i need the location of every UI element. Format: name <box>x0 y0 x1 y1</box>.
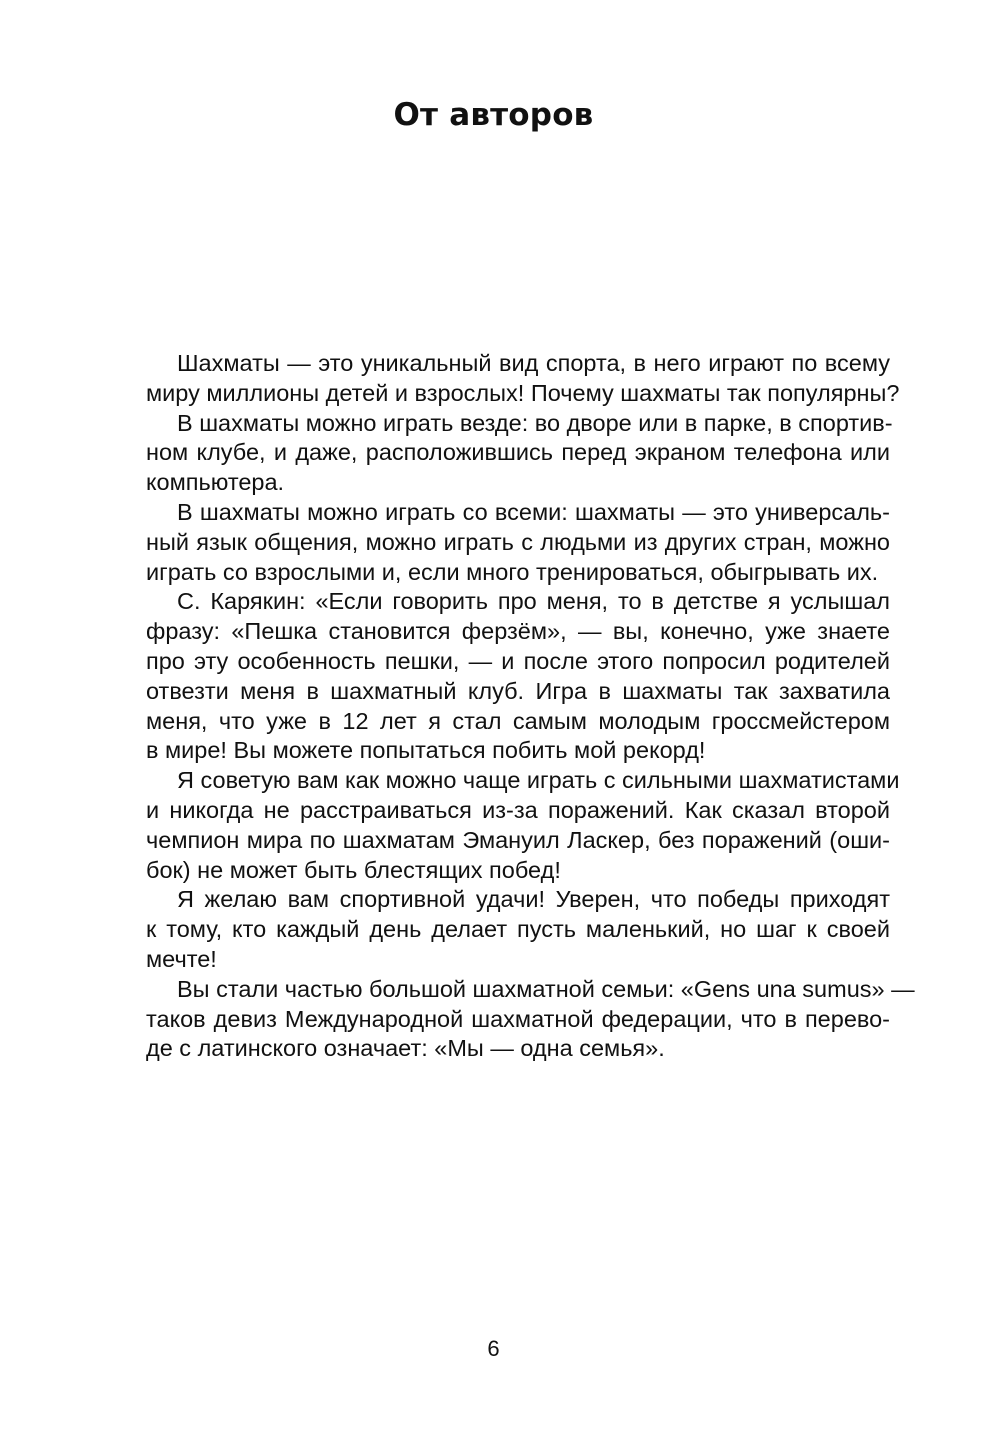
paragraph <box>146 885 890 974</box>
text-line: компьютера. <box>146 469 285 496</box>
paragraph <box>146 349 900 409</box>
paragraph <box>146 587 890 766</box>
paragraph <box>146 498 890 587</box>
text-line: В шахматы можно играть везде: во дворе или в парке, в спортив- <box>177 409 893 436</box>
text-line: Я желаю вам спортивной удачи! Уверен, что победы приходят <box>177 886 890 913</box>
text-line: Шахматы — это уникальный вид спорта, в него играют по всему <box>177 350 890 376</box>
text-line: играть со взрослыми и, если много тренироваться, обыгрывать их. <box>146 558 879 585</box>
page-number: 6 <box>487 1336 500 1361</box>
paragraph <box>146 975 915 1064</box>
text-line: С. Карякин: «Если говорить про меня, то в детстве я услышал <box>177 588 890 615</box>
text-line: бок) не может быть блестящих побед! <box>146 856 561 883</box>
text-line: про эту особенность пешки, — и после этого попросил родителей <box>146 647 890 674</box>
text-line: Вы стали частью большой шахматной семьи: «Gens una sumus» — <box>177 975 915 1002</box>
text-line: таков девиз Международной шахматной федерации, что в перево- <box>146 1005 890 1032</box>
text-line: фразу: «Пешка становится ферзём», — вы, конечно, уже знаете <box>146 618 890 645</box>
text-line: миру миллионы детей и взрослых! Почему шахматы так популярны? <box>146 379 900 406</box>
text-line: Я советую вам как можно чаще играть с сильными шахматистами <box>177 767 900 794</box>
text-line: в мире! Вы можете попытаться побить мой рекорд! <box>146 737 706 764</box>
text-line: к тому, кто каждый день делает пусть маленький, но шаг к своей <box>146 916 890 943</box>
paragraph <box>146 766 900 885</box>
text-line: меня, что уже в 12 лет я стал самым молодым гроссмейстером <box>146 707 890 734</box>
text-line: чемпион мира по шахматам Эмануил Ласкер, без поражений (оши- <box>146 826 890 853</box>
paragraph <box>146 409 893 498</box>
text-line: и никогда не расстраиваться из-за поражений. Как сказал второй <box>146 796 890 823</box>
text-line: В шахматы можно играть со всеми: шахматы — это универсаль- <box>177 498 890 525</box>
text-line: мечте! <box>146 945 217 972</box>
text-line: отвезти меня в шахматный клуб. Игра в шахматы так захватила <box>146 677 890 704</box>
text-line: ный язык общения, можно играть с людьми из других стран, можно <box>146 528 890 555</box>
page-title: От авторов <box>393 97 594 133</box>
text-line: ном клубе, и даже, расположившись перед экраном телефона или <box>146 439 890 466</box>
text-line: де с латинского означает: «Мы — одна семья». <box>146 1035 665 1062</box>
body-text <box>146 349 915 1064</box>
